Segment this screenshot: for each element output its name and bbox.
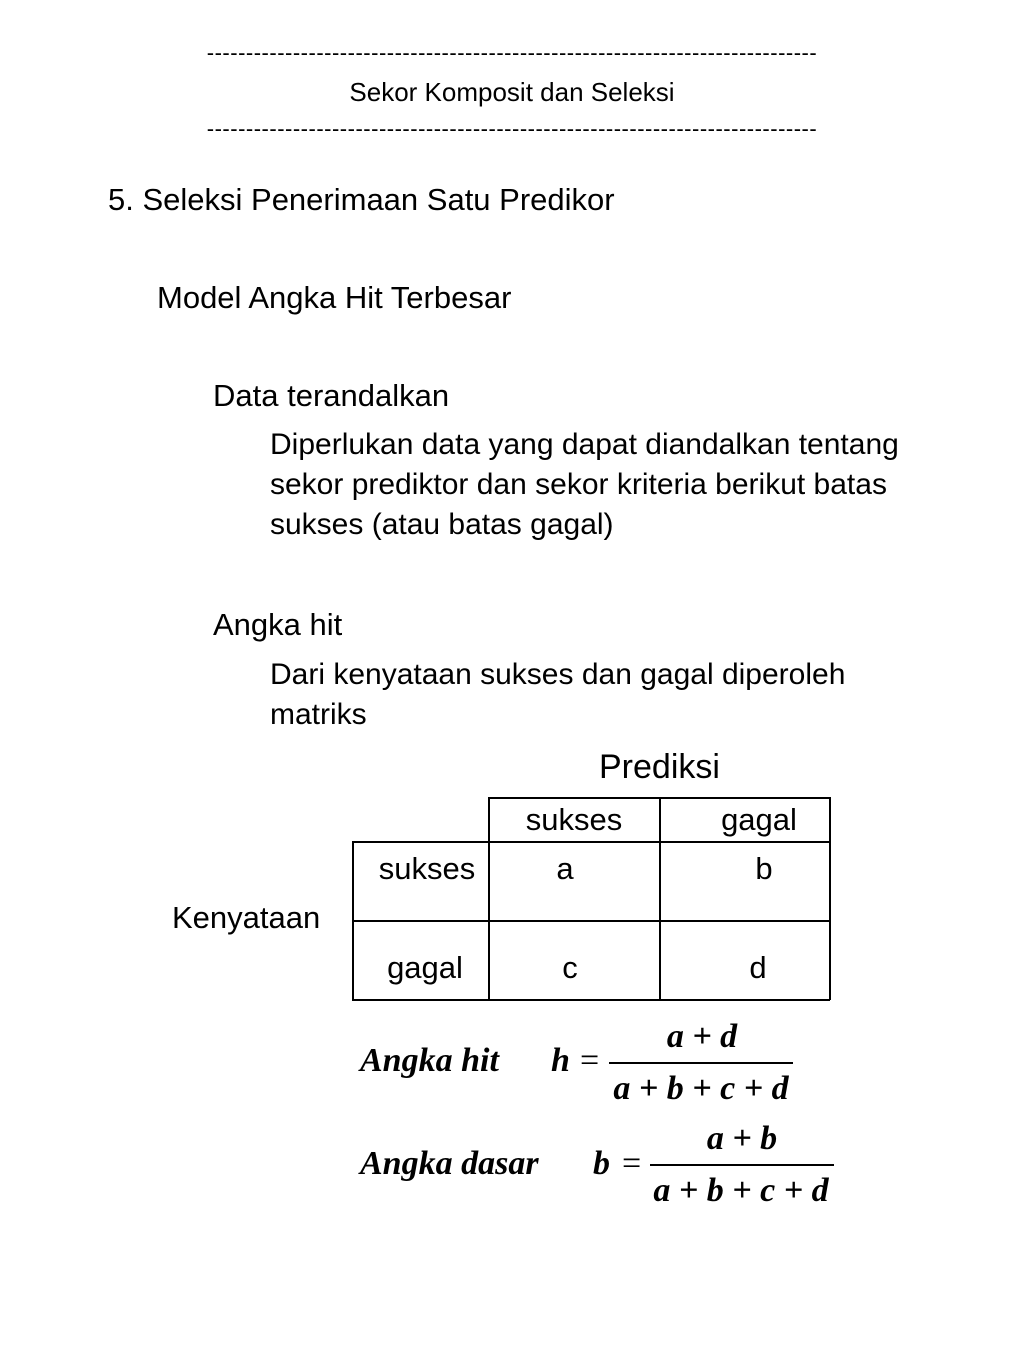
section-heading: 5. Seleksi Penerimaan Satu Predikor: [108, 182, 615, 217]
matrix-line: [352, 999, 830, 1001]
matrix-row-header-sukses: sukses: [378, 851, 476, 886]
page-title: Sekor Komposit dan Seleksi: [349, 77, 675, 107]
matrix-cell-c: c: [562, 950, 578, 985]
formula-base-fraction-bar: [650, 1164, 834, 1166]
formula-base-denominator: a + b + c + d: [653, 1172, 829, 1209]
formula-base-numerator: a + b: [706, 1120, 778, 1157]
header-dash-top: ------------------------------------------------------------------------------: [206, 42, 818, 64]
matrix-col-header-sukses: sukses: [525, 802, 623, 837]
header-dash-bottom: ------------------------------------------------------------------------------: [206, 118, 818, 140]
item-body-data-terandalkan: Diperlukan data yang dapat diandalkan tentang sekor prediktor dan sekor kriteria berikut batas sukses (atau batas gagal): [270, 428, 899, 541]
matrix-cell-b: b: [755, 851, 773, 886]
matrix-row-header-gagal: gagal: [387, 950, 463, 985]
matrix-cell-a: a: [556, 851, 574, 886]
item-title-angka-hit: Angka hit: [213, 607, 343, 642]
matrix-line: [352, 920, 830, 922]
formula-hit-denominator: a + b + c + d: [613, 1070, 789, 1107]
formula-hit-fraction-bar: [609, 1062, 793, 1064]
formula-hit-var: h: [551, 1042, 570, 1079]
section-subheading: Model Angka Hit Terbesar: [157, 280, 512, 315]
formula-base-label: Angka dasar: [360, 1145, 539, 1182]
formula-hit-equals: =: [580, 1042, 600, 1079]
matrix-line: [352, 841, 830, 843]
matrix-line: [659, 797, 661, 1000]
formula-base-equals: =: [622, 1145, 642, 1182]
matrix-row-group-label: Kenyataan: [172, 900, 321, 935]
item-body-angka-hit: Dari kenyataan sukses dan gagal diperoleh matriks: [270, 658, 846, 731]
item-title-data-terandalkan: Data terandalkan: [213, 378, 450, 413]
formula-base-var: b: [593, 1145, 610, 1182]
matrix-column-group-label: Prediksi: [599, 748, 720, 786]
formula-hit-label: Angka hit: [360, 1042, 499, 1079]
formula-hit-numerator: a + d: [666, 1018, 738, 1055]
matrix-col-header-gagal: gagal: [721, 802, 797, 837]
matrix-cell-d: d: [749, 950, 767, 985]
